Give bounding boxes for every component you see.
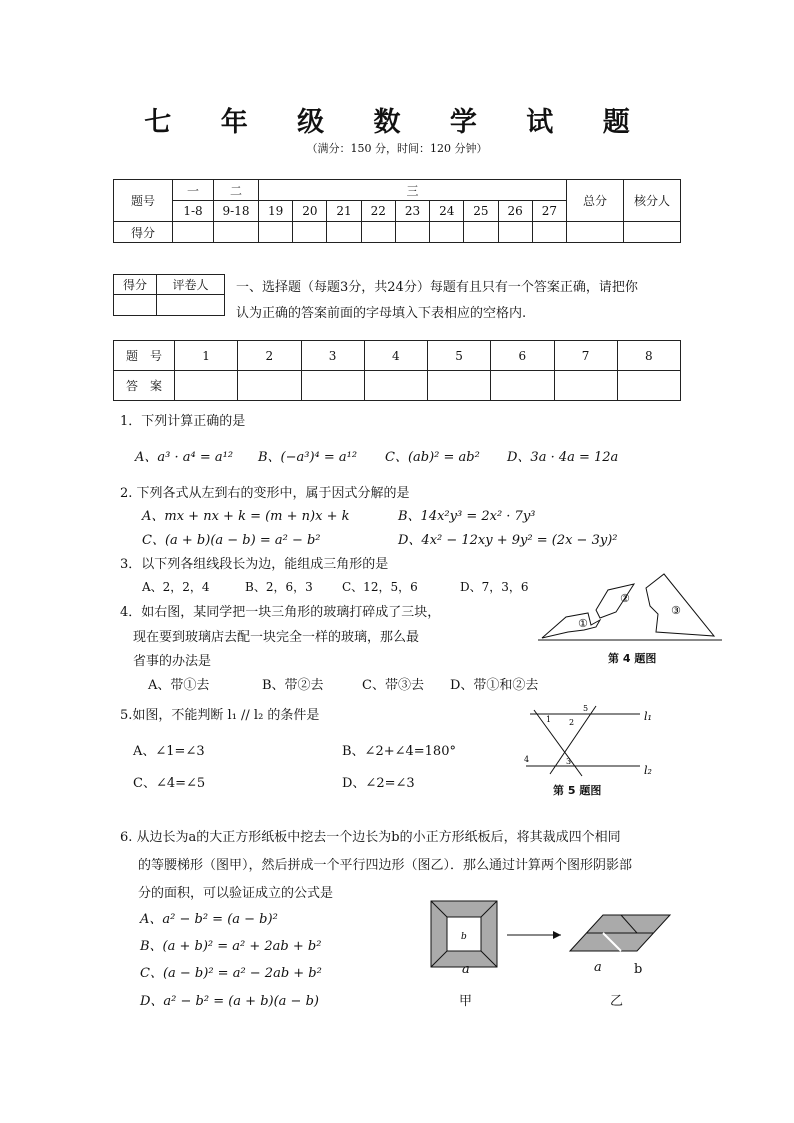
score-cell[interactable] — [259, 222, 293, 243]
inner-side-label: b — [461, 932, 467, 942]
q5-option-a: A、∠1=∠3 — [133, 744, 205, 759]
answer-number: 2 — [238, 341, 301, 371]
q4-stem-cont: 省事的办法是 — [133, 654, 212, 669]
answer-cell[interactable] — [491, 371, 554, 401]
q4-option-d: D、带①和②去 — [450, 678, 539, 693]
angle-2-label: 2 — [569, 718, 575, 727]
q5-figure-caption: 第 5 题图 — [553, 784, 602, 797]
q4-figure-caption: 第 4 题图 — [608, 652, 657, 665]
answer-cell[interactable] — [301, 371, 364, 401]
q3-option-a: A、2，2，4 — [142, 580, 210, 594]
q1-option-d: D、3a · 4a = 12a — [507, 450, 619, 465]
answer-number: 6 — [491, 341, 554, 371]
answer-table — [113, 340, 681, 401]
q6-stem: 6. 从边长为a的大正方形纸板中挖去一个边长为b的小正方形纸板后，将其裁成四个相同 — [120, 830, 621, 845]
q1-option-a: A、a³ · a⁴ = a¹² — [135, 450, 234, 465]
score-row-label: 题号 — [114, 180, 173, 222]
q4-stem-cont: 现在要到玻璃店去配一块完全一样的玻璃，那么最 — [133, 630, 420, 645]
answer-number: 7 — [554, 341, 617, 371]
piece-2-label: ② — [620, 592, 630, 605]
q1-stem: 1．下列计算正确的是 — [120, 414, 246, 429]
fig-left-side-label: a — [462, 962, 470, 977]
q6-option-a: A、a² − b² = (a − b)² — [140, 912, 278, 927]
line-l1-label: l₁ — [644, 710, 652, 723]
score-cell[interactable] — [430, 222, 464, 243]
angle-1-label: 1 — [546, 715, 552, 724]
answer-cell[interactable] — [554, 371, 617, 401]
item-22: 22 — [361, 201, 395, 222]
score-table — [113, 179, 681, 243]
item-25: 25 — [464, 201, 498, 222]
piece-3-label: ③ — [671, 604, 681, 617]
q1-option-c: C、(ab)² = ab² — [385, 450, 480, 465]
q6-stem-cont: 的等腰梯形（图甲），然后拼成一个平行四边形（图乙）．那么通过计算两个图形阴影部 — [138, 858, 633, 873]
answer-number: 8 — [617, 341, 680, 371]
section-3-header: 三 — [259, 180, 567, 201]
q4-option-b: B、带②去 — [262, 678, 324, 693]
answer-number: 3 — [301, 341, 364, 371]
q3-stem: 3．以下列各组线段长为边，能组成三角形的是 — [120, 557, 389, 572]
piece-1-label: ① — [578, 617, 588, 630]
q6-stem-cont: 分的面积，可以验证成立的公式是 — [138, 886, 334, 901]
score-cell[interactable] — [498, 222, 532, 243]
q5-option-c: C、∠4=∠5 — [133, 776, 206, 791]
parallel-lines-figure — [520, 700, 670, 780]
score-cell[interactable] — [532, 222, 566, 243]
answer-number: 4 — [364, 341, 427, 371]
q2-option-c: C、(a + b)(a − b) = a² − b² — [142, 533, 321, 548]
grader-label: 评卷人 — [157, 275, 225, 295]
q3-option-d: D、7，3，6 — [460, 580, 529, 594]
item-26: 26 — [498, 201, 532, 222]
item-20: 20 — [293, 201, 327, 222]
q4-option-a: A、带①去 — [148, 678, 210, 693]
q3-option-b: B、2，6，3 — [245, 580, 313, 594]
item-23: 23 — [395, 201, 429, 222]
section-1-intro: 一、选择题（每题3分，共24分）每题有且只有一个答案正确，请把你 — [236, 280, 638, 295]
q4-option-c: C、带③去 — [362, 678, 424, 693]
q5-option-d: D、∠2=∠3 — [342, 776, 415, 791]
range-1: 1-8 — [173, 201, 214, 222]
item-19: 19 — [259, 201, 293, 222]
q2-option-b: B、14x²y³ = 2x² · 7y³ — [398, 509, 536, 524]
score-cell[interactable] — [327, 222, 361, 243]
answer-cell[interactable] — [617, 371, 680, 401]
grader-box — [113, 274, 225, 316]
q6-option-b: B、(a + b)² = a² + 2ab + b² — [140, 939, 322, 954]
score-cell[interactable] — [293, 222, 327, 243]
score-cell[interactable] — [624, 222, 681, 243]
score-cell[interactable] — [464, 222, 498, 243]
q5-option-b: B、∠2+∠4=180° — [342, 744, 456, 759]
exam-info: （满分：150 分，时间：120 分钟） — [306, 142, 488, 155]
fig-caption-right: 乙 — [610, 994, 624, 1009]
q6-option-c: C、(a − b)² = a² − 2ab + b² — [140, 966, 322, 981]
angle-4-label: 4 — [524, 755, 530, 764]
broken-glass-figure — [538, 570, 722, 645]
section-2-header: 二 — [214, 180, 259, 201]
score-cell[interactable] — [395, 222, 429, 243]
total-header: 总分 — [567, 180, 624, 222]
item-24: 24 — [430, 201, 464, 222]
q3-option-c: C、12，5，6 — [342, 580, 418, 594]
score-cell[interactable] — [214, 222, 259, 243]
answer-cell[interactable] — [428, 371, 491, 401]
angle-5-label: 5 — [583, 704, 589, 713]
score-label: 得分 — [114, 222, 173, 243]
fig-right-side-b-label: b — [634, 962, 643, 977]
angle-3-label: 3 — [566, 757, 572, 766]
q1-option-b: B、(−a³)⁴ = a¹² — [258, 450, 358, 465]
section-1-intro-cont: 认为正确的答案前面的字母填入下表相应的空格内. — [236, 306, 527, 321]
line-l2-label: l₂ — [644, 764, 652, 777]
grader-name-cell[interactable] — [157, 295, 225, 316]
score-cell[interactable] — [173, 222, 214, 243]
answer-cell[interactable] — [175, 371, 238, 401]
fig-caption-left: 甲 — [459, 994, 473, 1009]
grader-score-cell[interactable] — [114, 295, 157, 316]
checker-header: 核分人 — [624, 180, 681, 222]
item-21: 21 — [327, 201, 361, 222]
grader-score-label: 得分 — [114, 275, 157, 295]
answer-number-label: 题 号 — [114, 341, 175, 371]
q2-option-a: A、mx + nx + k = (m + n)x + k — [142, 509, 350, 524]
q6-option-d: D、a² − b² = (a + b)(a − b) — [140, 994, 319, 1009]
page-title: 七 年 级 数 学 试 题 — [144, 107, 650, 138]
score-cell[interactable] — [361, 222, 395, 243]
answer-row-label: 答 案 — [114, 371, 175, 401]
range-2: 9-18 — [214, 201, 259, 222]
q4-stem: 4．如右图，某同学把一块三角形的玻璃打碎成了三块， — [120, 605, 441, 620]
q5-stem: 5.如图，不能判断 l₁ // l₂ 的条件是 — [120, 708, 320, 723]
answer-cell[interactable] — [238, 371, 301, 401]
q2-stem: 2. 下列各式从左到右的变形中，属于因式分解的是 — [120, 486, 410, 501]
item-27: 27 — [532, 201, 566, 222]
answer-number: 1 — [175, 341, 238, 371]
answer-number: 5 — [428, 341, 491, 371]
fig-right-side-a-label: a — [594, 960, 602, 975]
q2-option-d: D、4x² − 12xy + 9y² = (2x − 3y)² — [398, 533, 618, 548]
section-1-header: 一 — [173, 180, 214, 201]
answer-cell[interactable] — [364, 371, 427, 401]
score-cell[interactable] — [567, 222, 624, 243]
